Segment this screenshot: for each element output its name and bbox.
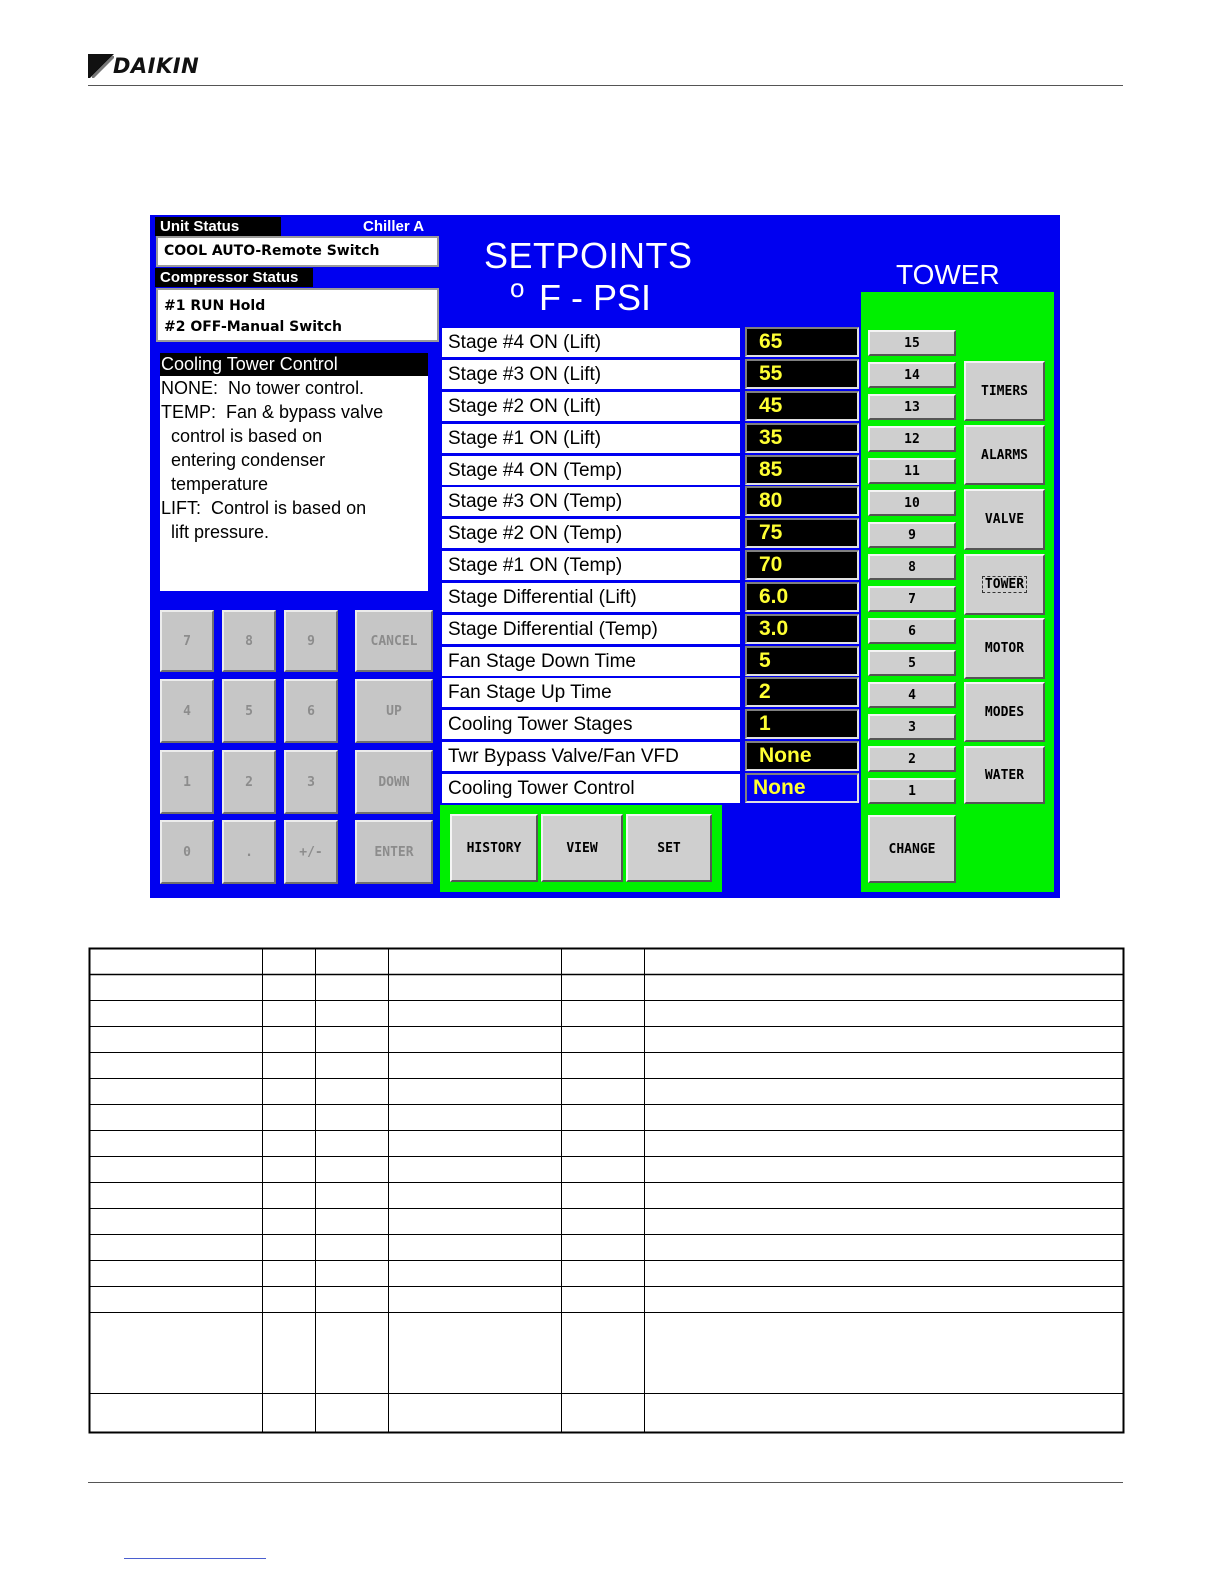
degree-symbol: o bbox=[510, 273, 525, 303]
brand-name: DAIKIN bbox=[113, 54, 200, 78]
help-title: Cooling Tower Control bbox=[160, 353, 428, 376]
setpoint-value[interactable]: 45 bbox=[745, 391, 859, 421]
setpoint-label: Twr Bypass Valve/Fan VFD bbox=[442, 742, 740, 771]
section-title: TOWER bbox=[896, 259, 1000, 290]
number-button[interactable]: 1 bbox=[868, 778, 956, 804]
key-3[interactable]: 3 bbox=[284, 750, 338, 814]
down-button[interactable]: DOWN bbox=[355, 750, 433, 814]
setpoint-value[interactable]: 75 bbox=[745, 518, 859, 548]
page-title: SETPOINTS bbox=[484, 235, 693, 276]
number-button[interactable]: 10 bbox=[868, 490, 956, 516]
setpoint-value[interactable]: 6.0 bbox=[745, 582, 859, 612]
help-line: LIFT: Control is based on bbox=[161, 498, 367, 518]
setpoint-label: Stage Differential (Lift) bbox=[442, 583, 740, 612]
key-0[interactable]: 0 bbox=[160, 820, 214, 884]
setpoint-value[interactable]: 85 bbox=[745, 455, 859, 485]
setpoint-value[interactable]: 80 bbox=[745, 486, 859, 516]
key-8[interactable]: 8 bbox=[222, 610, 276, 672]
help-line: NONE: No tower control. bbox=[161, 378, 365, 398]
key-plus-minus[interactable]: +/- bbox=[284, 820, 338, 884]
help-line: control is based on bbox=[161, 426, 323, 446]
setpoint-label: Stage #3 ON (Lift) bbox=[442, 360, 740, 389]
up-button[interactable]: UP bbox=[355, 679, 433, 743]
alarms-button[interactable]: ALARMS bbox=[964, 425, 1045, 485]
compressor-1-status: #1 RUN Hold bbox=[164, 298, 266, 314]
number-button[interactable]: 7 bbox=[868, 586, 956, 612]
motor-button[interactable]: MOTOR bbox=[964, 618, 1045, 679]
setpoint-label: Stage #4 ON (Lift) bbox=[442, 328, 740, 357]
setpoint-label: Stage #4 ON (Temp) bbox=[442, 456, 740, 485]
view-button[interactable]: VIEW bbox=[541, 814, 623, 882]
setpoint-value[interactable]: 5 bbox=[745, 646, 859, 676]
number-button[interactable]: 8 bbox=[868, 554, 956, 580]
key-7[interactable]: 7 bbox=[160, 610, 214, 672]
number-button[interactable]: 4 bbox=[868, 682, 956, 708]
set-button[interactable]: SET bbox=[626, 814, 712, 882]
setpoint-value[interactable]: 70 bbox=[745, 550, 859, 580]
help-line: TEMP: Fan & bypass valve bbox=[161, 402, 384, 422]
unit-status-label: Unit Status bbox=[155, 217, 281, 236]
cancel-button[interactable]: CANCEL bbox=[355, 610, 433, 672]
compressor-status-label: Compressor Status bbox=[155, 268, 313, 287]
number-button[interactable]: 13 bbox=[868, 394, 956, 420]
water-button[interactable]: WATER bbox=[964, 746, 1045, 804]
setpoint-value[interactable]: None bbox=[745, 773, 859, 803]
setpoint-label: Stage #1 ON (Lift) bbox=[442, 424, 740, 453]
key-decimal[interactable]: . bbox=[222, 820, 276, 884]
setpoint-value[interactable]: 35 bbox=[745, 423, 859, 453]
valve-button[interactable]: VALVE bbox=[964, 489, 1045, 550]
key-2[interactable]: 2 bbox=[222, 750, 276, 814]
number-button[interactable]: 6 bbox=[868, 618, 956, 644]
setpoint-value[interactable]: 55 bbox=[745, 359, 859, 389]
setpoint-value[interactable]: 2 bbox=[745, 677, 859, 707]
units-title: F - PSI bbox=[539, 277, 652, 318]
setpoint-label: Cooling Tower Control bbox=[442, 774, 740, 803]
help-line: lift pressure. bbox=[161, 522, 270, 542]
unit-status-value: COOL AUTO-Remote Switch bbox=[156, 236, 439, 267]
setpoint-value[interactable]: 3.0 bbox=[745, 614, 859, 644]
number-button[interactable]: 2 bbox=[868, 746, 956, 772]
setpoint-label: Stage #2 ON (Lift) bbox=[442, 392, 740, 421]
compressor-2-status: #2 OFF-Manual Switch bbox=[164, 319, 342, 335]
change-button[interactable]: CHANGE bbox=[868, 815, 956, 883]
modes-button[interactable]: MODES bbox=[964, 682, 1045, 742]
footer-link-underline bbox=[124, 1558, 266, 1559]
timers-button[interactable]: TIMERS bbox=[964, 361, 1045, 421]
enter-button[interactable]: ENTER bbox=[355, 820, 433, 884]
setpoint-label: Fan Stage Up Time bbox=[442, 678, 740, 707]
number-button[interactable]: 3 bbox=[868, 714, 956, 740]
key-5[interactable]: 5 bbox=[222, 679, 276, 743]
setpoint-label: Stage Differential (Temp) bbox=[442, 615, 740, 644]
number-button[interactable]: 9 bbox=[868, 522, 956, 548]
tower-button-label: TOWER bbox=[982, 576, 1027, 593]
key-6[interactable]: 6 bbox=[284, 679, 338, 743]
key-1[interactable]: 1 bbox=[160, 750, 214, 814]
footer-divider bbox=[88, 1482, 1123, 1483]
setpoint-label: Cooling Tower Stages bbox=[442, 710, 740, 739]
key-4[interactable]: 4 bbox=[160, 679, 214, 743]
number-button[interactable]: 12 bbox=[868, 426, 956, 452]
help-line: entering condenser bbox=[161, 450, 326, 470]
number-button[interactable]: 15 bbox=[868, 330, 956, 356]
number-button[interactable]: 14 bbox=[868, 362, 956, 388]
number-button[interactable]: 5 bbox=[868, 650, 956, 676]
key-9[interactable]: 9 bbox=[284, 610, 338, 672]
number-button[interactable]: 11 bbox=[868, 458, 956, 484]
setpoint-label: Stage #1 ON (Temp) bbox=[442, 551, 740, 580]
setpoint-value[interactable]: 1 bbox=[745, 709, 859, 739]
setpoint-value[interactable]: 65 bbox=[745, 327, 859, 357]
setpoint-label: Stage #2 ON (Temp) bbox=[442, 519, 740, 548]
setpoint-label: Stage #3 ON (Temp) bbox=[442, 487, 740, 516]
setpoint-value[interactable]: None bbox=[745, 741, 859, 771]
chiller-name: Chiller A bbox=[363, 218, 425, 235]
history-button[interactable]: HISTORY bbox=[450, 814, 538, 882]
help-line: temperature bbox=[161, 474, 269, 494]
setpoint-label: Fan Stage Down Time bbox=[442, 647, 740, 676]
